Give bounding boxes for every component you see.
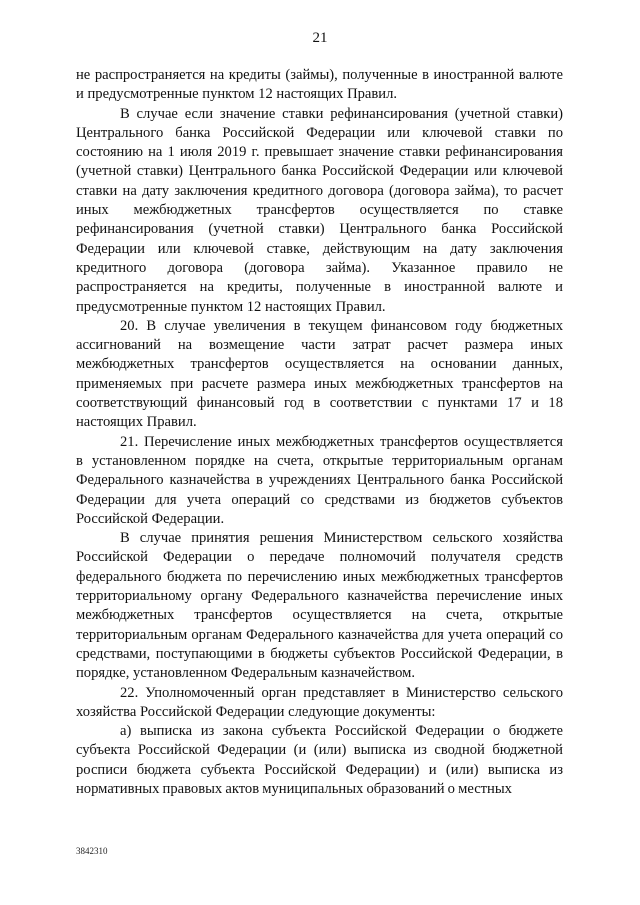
paragraph-treasury-transfer: В случае принятия решения Министерством сельского хозяйства Российской Федерации о передаче полномочий получателя средств федерального бюджета по перечислению иных межбюджетных трансфертов территориальному органу Федерального казначейства перечисление иных межбюджетных трансфертов осуществляется на счета, открытые территориальным органам Федерального казначейства для учета операций со средствами, поступающими в бюджеты субъектов Российской Федерации, в порядке, установленном Федеральным казначейством. [76,530,563,682]
page-number: 21 [312,30,328,46]
document-body [76,66,563,799]
paragraph-continuation: не распространяется на кредиты (займы), полученные в иностранной валюте и предусмотренные пунктом 12 настоящих Правил. [76,67,563,103]
paragraph-clause-22: 22. Уполномоченный орган представляет в Министерство сельского хозяйства Российской Федерации следующие документы: [76,684,563,720]
paragraph-clause-21: 21. Перечисление иных межбюджетных трансфертов осуществляется в установленном порядке на счета, открытые территориальным органам Федерального казначейства в учреждениях Центрального банка Российской Федерации для учета операций со средствами из бюджетов субъектов Российской Федерации. [76,433,563,527]
paragraph-clause-20: 20. В случае увеличения в текущем финансовом году бюджетных ассигнований на возмещение части затрат расчет размера иных межбюджетных трансфертов осуществляется на основании данных, применяемых при расчете размера иных межбюджетных трансфертов на соответствующий финансовый год в соответствии с пунктами 17 и 18 настоящих Правил. [76,317,563,431]
paragraph-refinancing-rate: В случае если значение ставки рефинансирования (учетной ставки) Центрального банка Российской Федерации или ключевой ставки по состоянию на 1 июля 2019 г. превышает значение ставки рефинансирования (учетной ставки) Центрального банка Российской Федерации или ключевой ставки на дату заключения кредитного договора (договора займа), то расчет иных межбюджетных трансфертов осуществляется по ставке рефинансирования (учетной ставки) Центрального банка Российской Федерации или ключевой ставке, действующим на дату заключения кредитного договора (договора займа). Указанное правило не распространяется на кредиты, полученные в иностранной валюте и предусмотренные пунктом 12 настоящих Правил. [76,105,563,315]
document-code: 3842310 [76,846,108,856]
paragraph-clause-22-a: а) выписка из закона субъекта Российской Федерации о бюджете субъекта Российской Федерации (и (или) выписка из сводной бюджетной росписи бюджета субъекта Российской Федерации) и (или) выписка из нормативных правовых актов муниципальных образований о местных [76,723,563,797]
